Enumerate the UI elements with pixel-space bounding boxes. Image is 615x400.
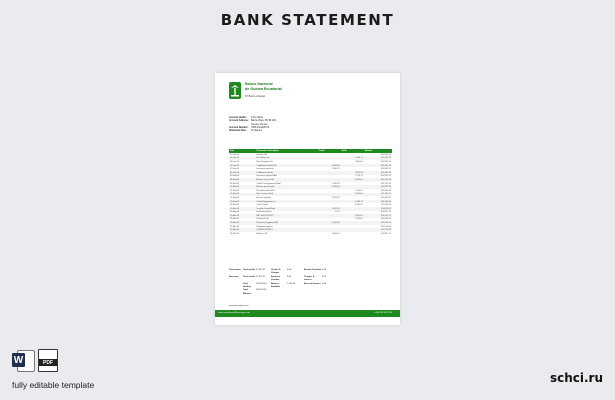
table-cell: 1,305.01 [341,214,364,218]
pdf-label: PDF [39,359,57,366]
table-cell: 17-Feb-24 [229,193,255,197]
footer-website[interactable]: www.bancogee.com [229,305,249,307]
table-cell: 1,520.01 [341,193,364,197]
table-cell: 450,312.81 [364,185,392,189]
table-cell: 1,320.01 [318,207,341,211]
summary-cell [229,283,243,290]
summary-cell [304,289,322,296]
table-cell: 1,280.01 [331,168,340,171]
table-cell: 450,120.31 [380,196,391,199]
footer-bar [215,310,400,317]
table-cell: 450,211.41 [381,211,391,214]
table-header-cell: Credit [318,149,341,153]
bank-statement-document [215,73,400,325]
table-cell: Net Salary March [256,211,272,214]
table-cell: 450,320.11 [364,207,392,211]
format-icons [12,349,58,372]
account-info-label: Statement Date: [229,130,247,133]
summary-cell: Annual Overdraft [304,269,321,271]
table-cell: 1,420.01 [354,218,363,221]
table-cell: 14-Feb-24 [230,189,240,192]
table-cell: Balance B/F [256,153,268,156]
table-cell: 455,220.19 [364,171,392,175]
account-info-row [229,130,311,133]
table-cell: 451,440.09 [364,200,392,204]
table-cell: 1,410.01 [354,204,363,207]
summary-cell: 123,442.43 [256,282,267,285]
table-cell: 451,221.04 [380,182,391,185]
summary-cell [322,289,332,296]
summary-cell: Charges & interest [304,275,315,282]
table-cell: 12-Feb-24 [229,185,255,189]
table-cell: 1,320.11 [341,200,364,204]
table-cell: 1,200.01 [331,196,340,199]
table-cell: 25-Feb-24 [229,200,255,204]
summary-cell: 403,120.31 [256,289,267,292]
transactions-table [229,149,392,236]
account-info-label: Account Address: [229,120,249,123]
table-cell: 31-Jan-24 [229,171,255,175]
table-cell: 1,211 [334,211,340,214]
table-cell: Electric service paid [255,185,317,189]
table-row [229,232,392,236]
table-cell: Dr Advance Funds [255,171,317,175]
summary-cell: Amounts Overdue [271,275,281,282]
summary-cell: 0.00 [322,269,327,271]
word-letter: W [13,354,24,366]
summary-cell: 0.00 [322,275,327,278]
table-header-cell: Transaction description [255,149,317,153]
summary-cell: Total credits [243,269,256,271]
account-info-value: 780bnmes4/#V14 [251,126,270,129]
table-cell: Cr Advance Funds (Dr) [255,164,317,168]
table-cell: Insurance payment Apt [256,175,277,178]
page-title: BANK STATEMENT [220,11,395,29]
table-cell: 452,720.23 [364,228,392,232]
account-info-label: Account Number: [229,126,249,129]
summary-cell: Balance Available [271,282,281,289]
bank-address: 67 Barrio Arsonal [245,95,265,98]
table-cell: 1,300.01 [331,232,340,235]
table-cell: Credit Card payment (Web) [256,182,281,185]
table-cell: 31-Mar-24 [230,232,240,235]
bank-name [245,82,282,91]
table-cell: Transfer Issued Dept [255,207,317,211]
account-info-value: John Ollson [251,117,264,119]
table-cell: Power bill Jan [256,218,269,221]
footer-email[interactable]: atencionalcliente@bancoge.com [218,312,250,314]
table-cell: Balance C/F [256,232,268,235]
account-info [229,117,311,133]
summary-cell: 0.00 [287,275,292,278]
table-cell: 452,100.44 [380,189,391,192]
table-cell: 1,520.01 [318,164,341,168]
summary-cell: Transaction [229,269,241,271]
table-cell: Electric services bill [255,178,317,182]
table-cell: 1,300.01 [331,182,340,185]
table-header-cell: Debit [341,149,364,153]
bank-name-line2: de Guinea Ecuatorial [245,86,282,91]
transaction-summary [229,269,332,296]
bank-name-line1: Banco Nacional [245,82,273,86]
table-cell: 03-Jan-24 [229,157,255,161]
table-cell: 455,321.58 [364,157,392,161]
footer-phone: +094 355 870 194 [374,312,392,314]
summary-cell: 0.00 [322,282,327,285]
account-info-label: Account Holder: [229,117,247,119]
summary-cell: Checks & Charges [271,269,281,275]
account-info-value: Barrio Ahigo, DN 98 429 [251,120,276,123]
table-cell: 1,320.01 [318,185,341,189]
summary-cell [229,289,243,296]
bank-logo-icon [229,82,241,99]
table-cell: 13-Mar-24 [229,214,255,218]
pdf-icon [38,349,58,372]
summary-cell [287,289,304,296]
summary-cell: Total Balance [243,289,251,295]
table-cell: 450,351.23 [364,164,392,168]
word-icon [12,349,34,371]
summary-cell: Summary [229,275,239,278]
table-cell: 27-Mar-24 [229,228,255,232]
summary-row [229,276,332,283]
table-cell: 452,811.14 [381,232,391,235]
table-cell [341,232,364,236]
account-info-value: Country, Denver [251,123,268,126]
table-cell: Purchase Supplies (DN) [255,221,317,225]
summary-cell: 1,020.00 [287,282,296,285]
table-cell: 450,120.04 [380,204,391,207]
table-cell: 28-Feb-24 [230,204,240,207]
table-cell: 09-Feb-24 [230,182,240,185]
table-cell: Wire Transfer (Ext) [255,193,317,197]
table-cell: Net Salary Jan [255,157,317,161]
table-cell: CODING SUPPLY [255,228,317,232]
summary-cell: 12,371.21 [256,275,266,278]
table-cell: 25-Jan-24 [230,168,240,171]
site-name: schci.ru [549,371,603,385]
table-cell: 05-Feb-24 [230,175,240,178]
table-header-cell: Date [229,149,255,153]
table-cell: 1,300.01 [354,160,363,163]
table-cell: 1,200.11 [341,157,364,161]
tagline: fully editable template [12,380,95,390]
table-cell: 21-Feb-24 [230,196,240,199]
summary-cell: Total credits [243,275,256,278]
table-cell: 01-Jan-24 [230,153,240,156]
table-cell: 453,210.01 [364,221,392,225]
table-cell: Rent Payment Jan [256,160,273,163]
table-cell: 1,770.11 [355,175,363,178]
table-cell: 453,210.03 [380,225,391,228]
table-cell: Shopping supplies [256,225,273,228]
summary-cell: 12,471.41 [256,269,266,271]
table-cell: Credit Repayment Ln [255,200,317,204]
account-info-value: 31-Mar-24 [251,130,262,133]
summary-cell [271,289,287,296]
table-cell: 1,700.01 [318,221,341,225]
table-cell: 1,411.01 [355,189,363,192]
summary-cell: 0.00 [287,269,292,271]
table-cell: Electric supplies [256,196,271,199]
table-cell: 451,511.12 [364,214,392,218]
table-cell: 450,120.40 [380,218,391,221]
table-cell: 450,290.11 [381,153,391,156]
table-cell: Card Charge [256,204,268,207]
summary-row [229,269,332,276]
table-cell: 09-Mar-24 [230,211,240,214]
table-cell: 15-Jan-24 [229,164,255,168]
table-cell: NET ELECTRICITY [255,214,317,218]
table-cell: 19-Mar-24 [229,221,255,225]
table-header-cell: Balance [364,149,392,153]
summary-cell: Total Holding [243,282,251,289]
table-cell: 22-Mar-24 [230,225,240,228]
table-cell: 453,221.09 [380,175,391,178]
table-cell: 1,920.01 [341,171,364,175]
table-cell: Insurance premium [256,168,274,171]
table-cell: 16-Mar-24 [230,218,240,221]
table-cell: 05-Mar-24 [229,207,255,211]
table-cell: 453,331.81 [380,168,391,171]
table-cell: 05-Jan-24 [230,160,240,163]
table-cell: 451,320.71 [364,193,392,197]
summary-row [229,289,332,296]
table-cell: 452,321.43 [364,178,392,182]
table-cell: 453,221.56 [380,160,391,163]
summary-cell: Accrued Interest [304,282,321,285]
table-cell: Net Salary Feb 2024 [256,189,275,192]
table-cell: 08-Feb-24 [229,178,255,182]
table-cell: 1,200.01 [341,178,364,182]
